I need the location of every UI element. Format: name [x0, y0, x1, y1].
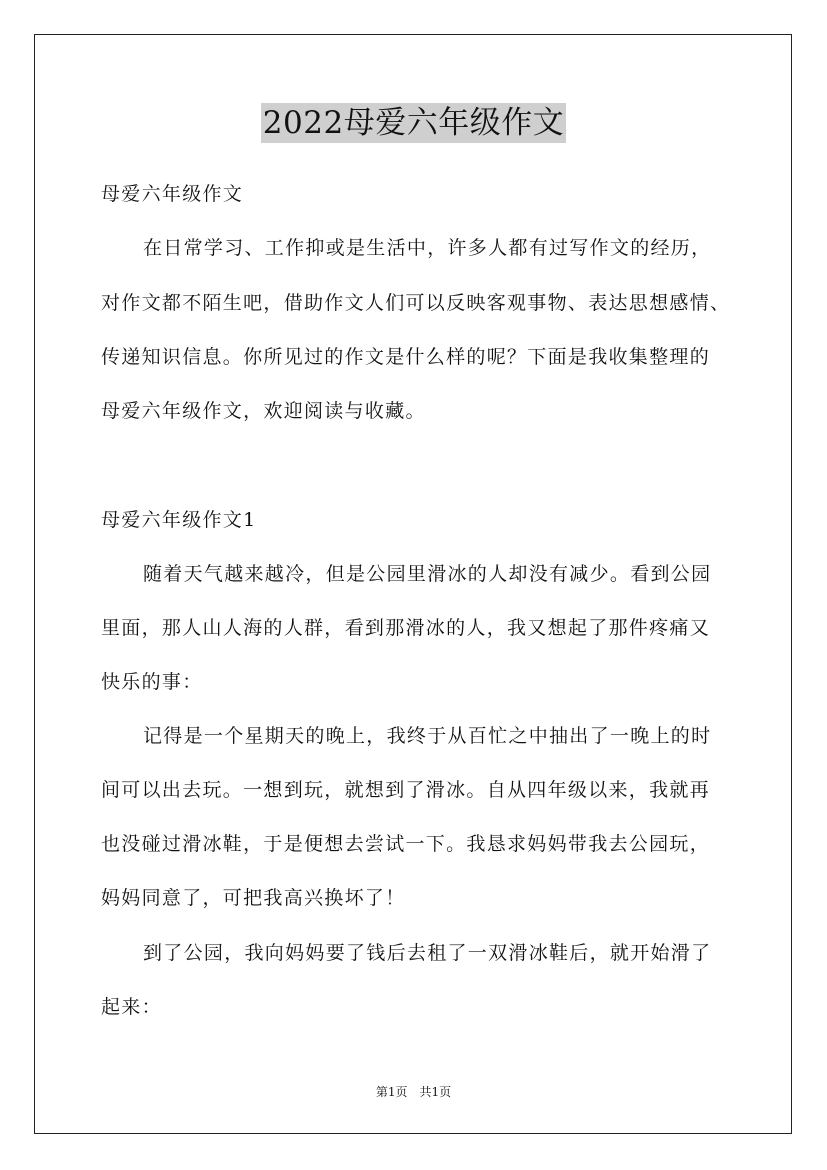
essay-paragraph-line: 记得是一个星期天的晚上，我终于从百忙之中抽出了一晚上的时: [143, 725, 712, 747]
intro-paragraph-line: 传递知识信息。你所见过的作文是什么样的呢？下面是我收集整理的: [101, 346, 711, 368]
intro-paragraph-line: 母爱六年级作文，欢迎阅读与收藏。: [101, 400, 426, 422]
intro-paragraph-line: 在日常学习、工作抑或是生活中，许多人都有过写作文的经历，: [143, 237, 712, 259]
intro-heading: 母爱六年级作文: [101, 183, 244, 205]
essay-paragraph-line: 也没碰过滑冰鞋，于是便想去尝试一下。我恳求妈妈带我去公园玩，: [101, 833, 711, 855]
title-container: [0, 103, 827, 143]
essay-paragraph-line: 里面，那人山人海的人群，看到那滑冰的人，我又想起了那件疼痛又: [101, 617, 711, 639]
essay-paragraph-line: 起来：: [101, 996, 162, 1018]
essay-paragraph-line: 妈妈同意了，可把我高兴换坏了！: [101, 887, 406, 909]
essay-paragraph-line: 快乐的事：: [101, 671, 203, 693]
essay-paragraph-line: 间可以出去玩。一想到玩，就想到了滑冰。自从四年级以来，我就再: [101, 779, 711, 801]
page-number-footer: 第1页 共1页: [375, 1085, 452, 1099]
essay-paragraph-line: 到了公园，我向妈妈要了钱后去租了一双滑冰鞋后，就开始滑了: [143, 942, 712, 964]
document-title: 2022母爱六年级作文: [262, 105, 565, 141]
essay-heading: 母爱六年级作文1: [101, 509, 257, 531]
essay-paragraph-line: 随着天气越来越冷，但是公园里滑冰的人却没有减少。看到公园: [143, 563, 712, 585]
intro-paragraph-line: 对作文都不陌生吧，借助作文人们可以反映客观事物、表达思想感情、: [101, 292, 731, 314]
